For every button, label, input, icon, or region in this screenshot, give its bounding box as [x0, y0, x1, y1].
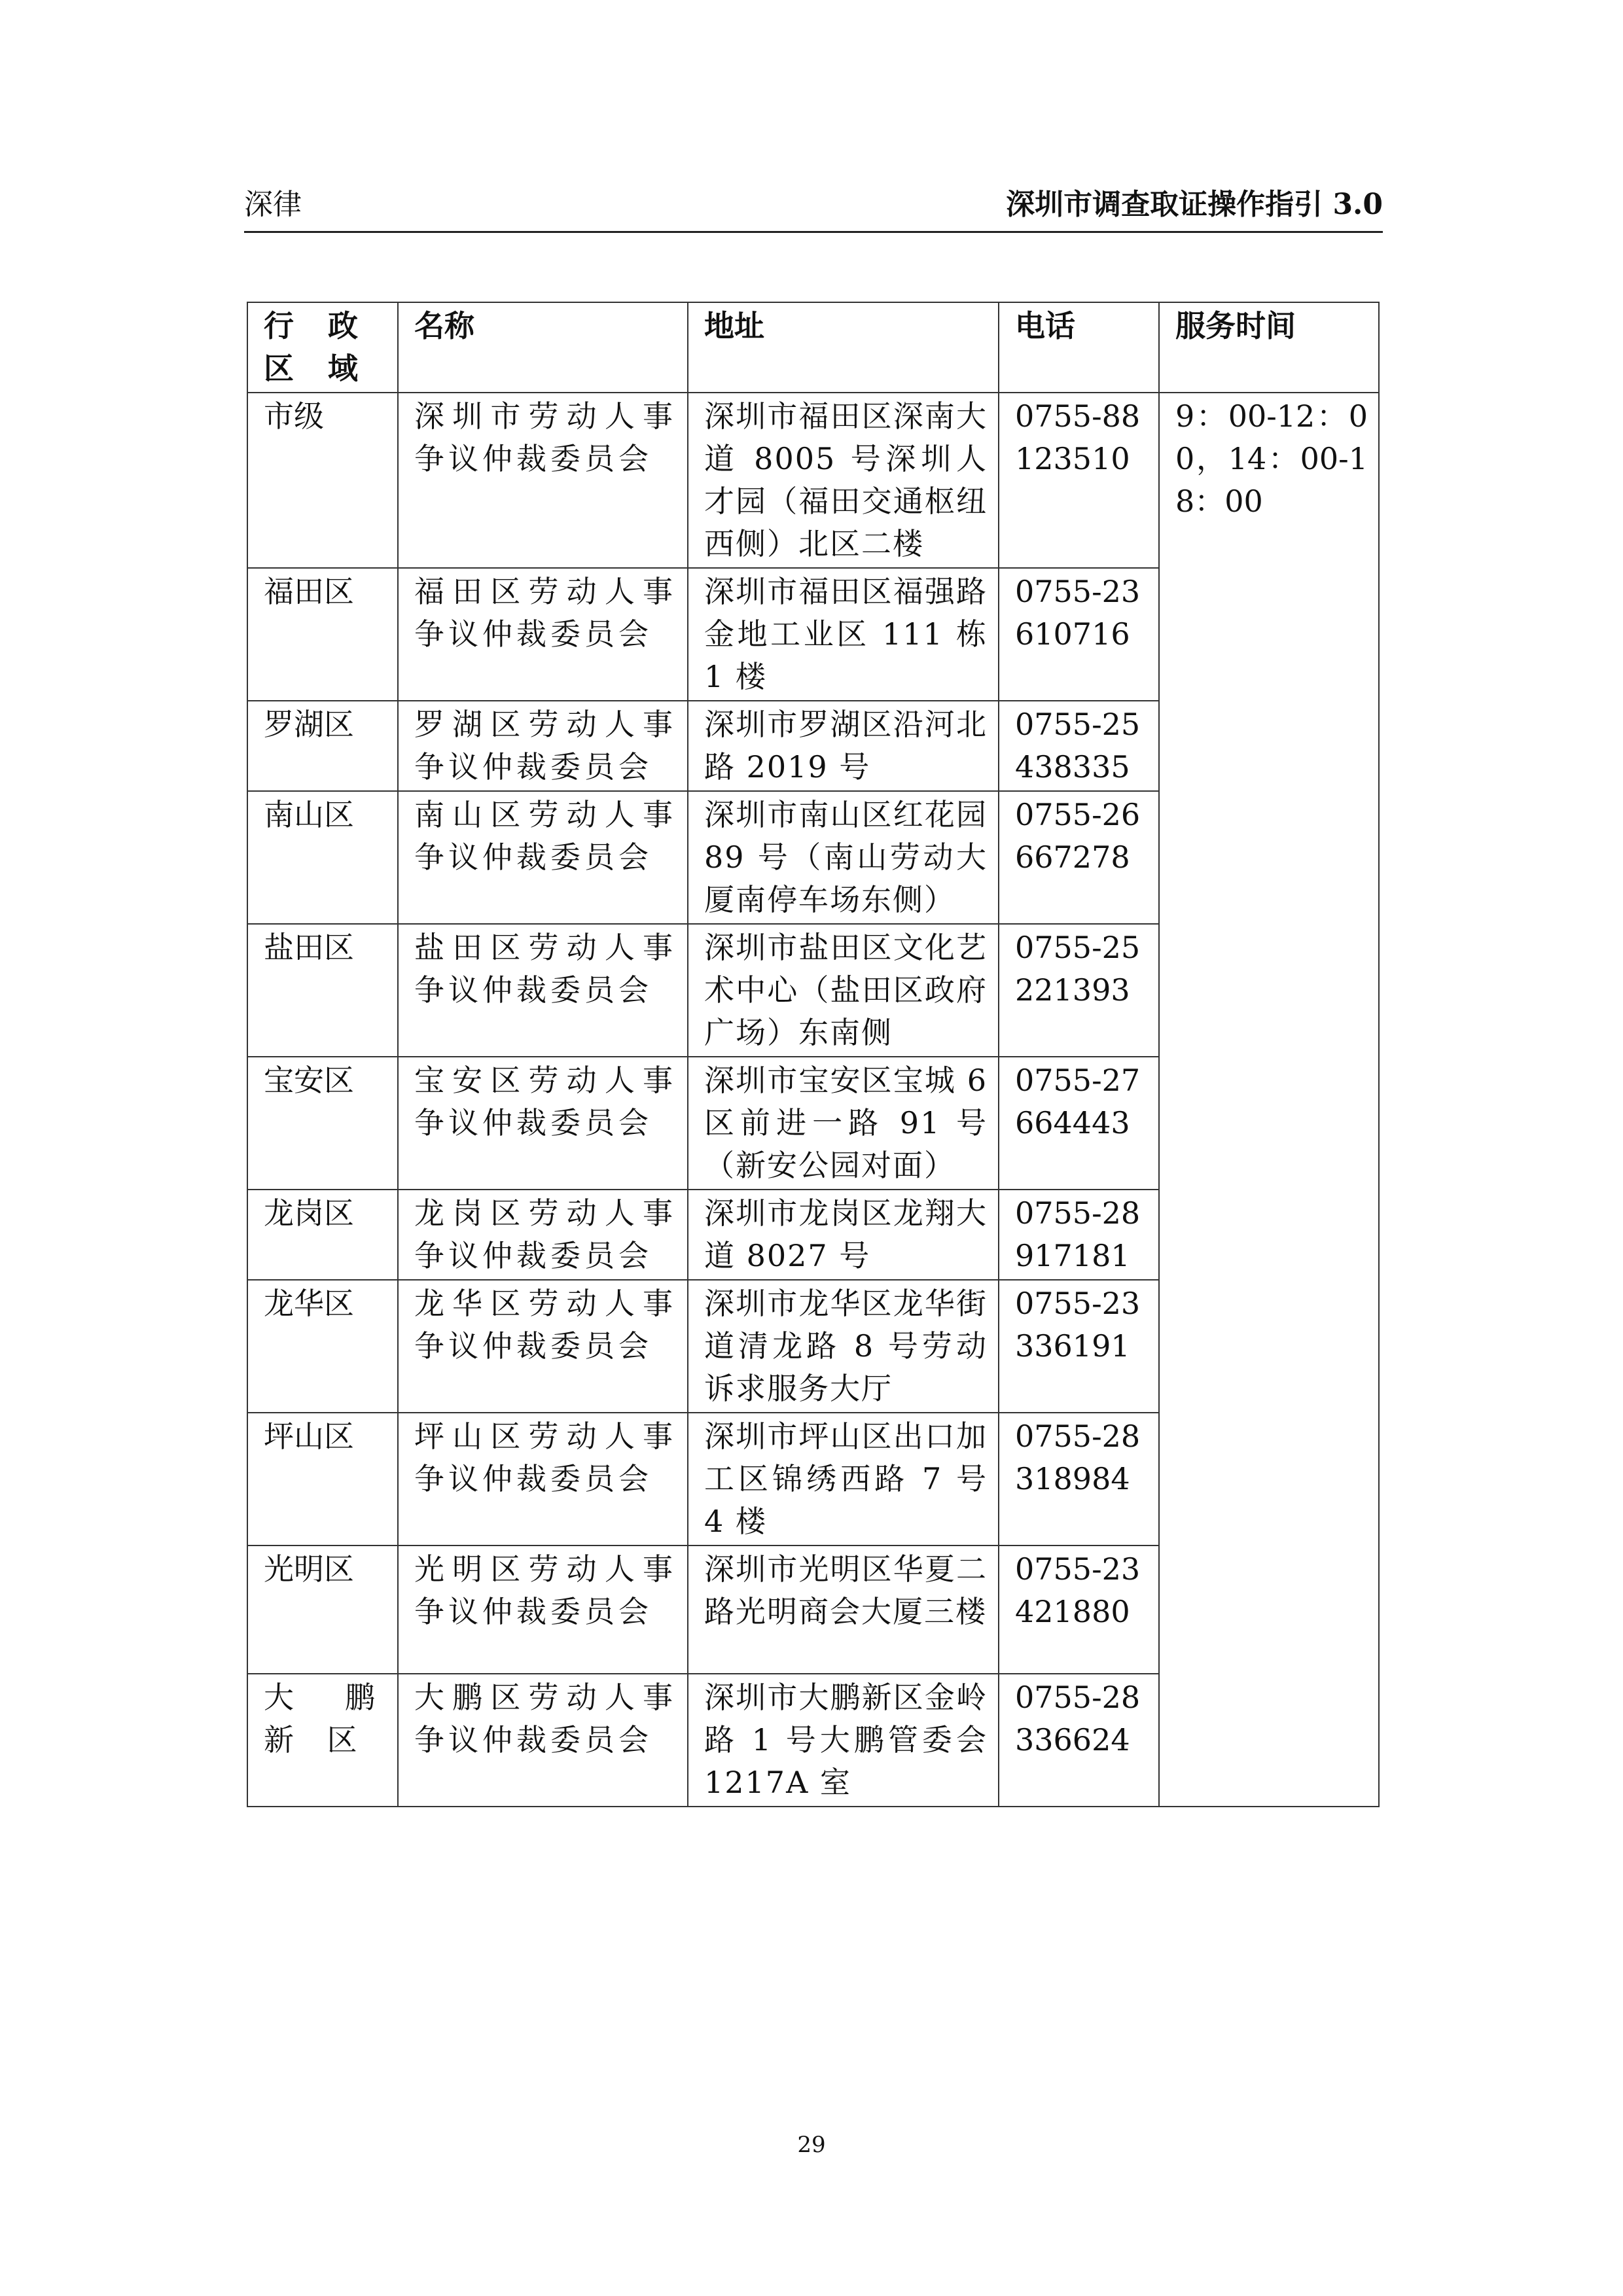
cell-district: 大 鹏 新 区: [247, 1674, 398, 1807]
cell-address: 深圳市龙华区龙华街道清龙路 8 号劳动诉求服务大厅: [688, 1280, 999, 1413]
cell-address: 深圳市龙岗区龙翔大道 8027 号: [688, 1190, 999, 1280]
cell-district: 坪山区: [247, 1413, 398, 1545]
cell-name: 南山区劳动人事争议仲裁委员会: [398, 791, 688, 924]
page-number: 29: [797, 2132, 826, 2158]
cell-phone: 0755-28917181: [999, 1190, 1159, 1280]
column-header-name: 名称: [398, 302, 688, 393]
column-header-district: 行 政 区 域: [247, 302, 398, 393]
cell-address: 深圳市宝安区宝城 6 区前进一路 91 号（新安公园对面）: [688, 1057, 999, 1190]
cell-phone: 0755-27664443: [999, 1057, 1159, 1190]
cell-address: 深圳市坪山区出口加工区锦绣西路 7 号 4 楼: [688, 1413, 999, 1545]
cell-name: 盐田区劳动人事争议仲裁委员会: [398, 924, 688, 1057]
cell-phone: 0755-28318984: [999, 1413, 1159, 1545]
cell-address: 深圳市罗湖区沿河北路 2019 号: [688, 701, 999, 791]
column-header-service-time: 服务时间: [1159, 302, 1379, 393]
cell-district: 龙岗区: [247, 1190, 398, 1280]
header-left-text: 深律: [244, 188, 302, 221]
cell-phone: 0755-25438335: [999, 701, 1159, 791]
cell-address: 深圳市南山区红花园 89 号（南山劳动大厦南停车场东侧）: [688, 791, 999, 924]
cell-district: 盐田区: [247, 924, 398, 1057]
cell-name: 龙华区劳动人事争议仲裁委员会: [398, 1280, 688, 1413]
cell-name: 光明区劳动人事争议仲裁委员会: [398, 1545, 688, 1674]
cell-address: 深圳市光明区华夏二路光明商会大厦三楼: [688, 1545, 999, 1674]
cell-name: 龙岗区劳动人事争议仲裁委员会: [398, 1190, 688, 1280]
cell-district: 市级: [247, 393, 398, 568]
cell-district: 福田区: [247, 568, 398, 701]
column-header-address: 地址: [688, 302, 999, 393]
cell-district: 南山区: [247, 791, 398, 924]
cell-address: 深圳市盐田区文化艺术中心（盐田区政府广场）东南侧: [688, 924, 999, 1057]
cell-address: 深圳市福田区深南大道 8005 号深圳人才园（福田交通枢纽西侧）北区二楼: [688, 393, 999, 568]
column-header-phone: 电话: [999, 302, 1159, 393]
cell-phone: 0755-28336624: [999, 1674, 1159, 1807]
cell-phone: 0755-23336191: [999, 1280, 1159, 1413]
cell-name: 坪山区劳动人事争议仲裁委员会: [398, 1413, 688, 1545]
cell-name: 深圳市劳动人事争议仲裁委员会: [398, 393, 688, 568]
header-right-title: 深圳市调查取证操作指引 3.0: [1006, 188, 1383, 221]
cell-name: 宝安区劳动人事争议仲裁委员会: [398, 1057, 688, 1190]
cell-name: 罗湖区劳动人事争议仲裁委员会: [398, 701, 688, 791]
cell-district: 龙华区: [247, 1280, 398, 1413]
cell-phone: 0755-26667278: [999, 791, 1159, 924]
cell-name: 大鹏区劳动人事争议仲裁委员会: [398, 1674, 688, 1807]
cell-address: 深圳市大鹏新区金岭路 1 号大鹏管委会 1217A 室: [688, 1674, 999, 1807]
cell-phone: 0755-23610716: [999, 568, 1159, 701]
table-header-row: [247, 302, 1379, 393]
arbitration-table: [247, 302, 1380, 1807]
cell-service-time: 9：00-12：00，14：00-18：00: [1159, 393, 1379, 1807]
cell-address: 深圳市福田区福强路金地工业区 111 栋 1 楼: [688, 568, 999, 701]
cell-phone: 0755-88123510: [999, 393, 1159, 568]
cell-district: 光明区: [247, 1545, 398, 1674]
cell-name: 福田区劳动人事争议仲裁委员会: [398, 568, 688, 701]
page-header: [244, 190, 1383, 228]
cell-phone: 0755-25221393: [999, 924, 1159, 1057]
table-row: [247, 393, 1379, 568]
header-divider: [244, 231, 1383, 233]
cell-district: 宝安区: [247, 1057, 398, 1190]
cell-phone: 0755-23421880: [999, 1545, 1159, 1674]
cell-district: 罗湖区: [247, 701, 398, 791]
